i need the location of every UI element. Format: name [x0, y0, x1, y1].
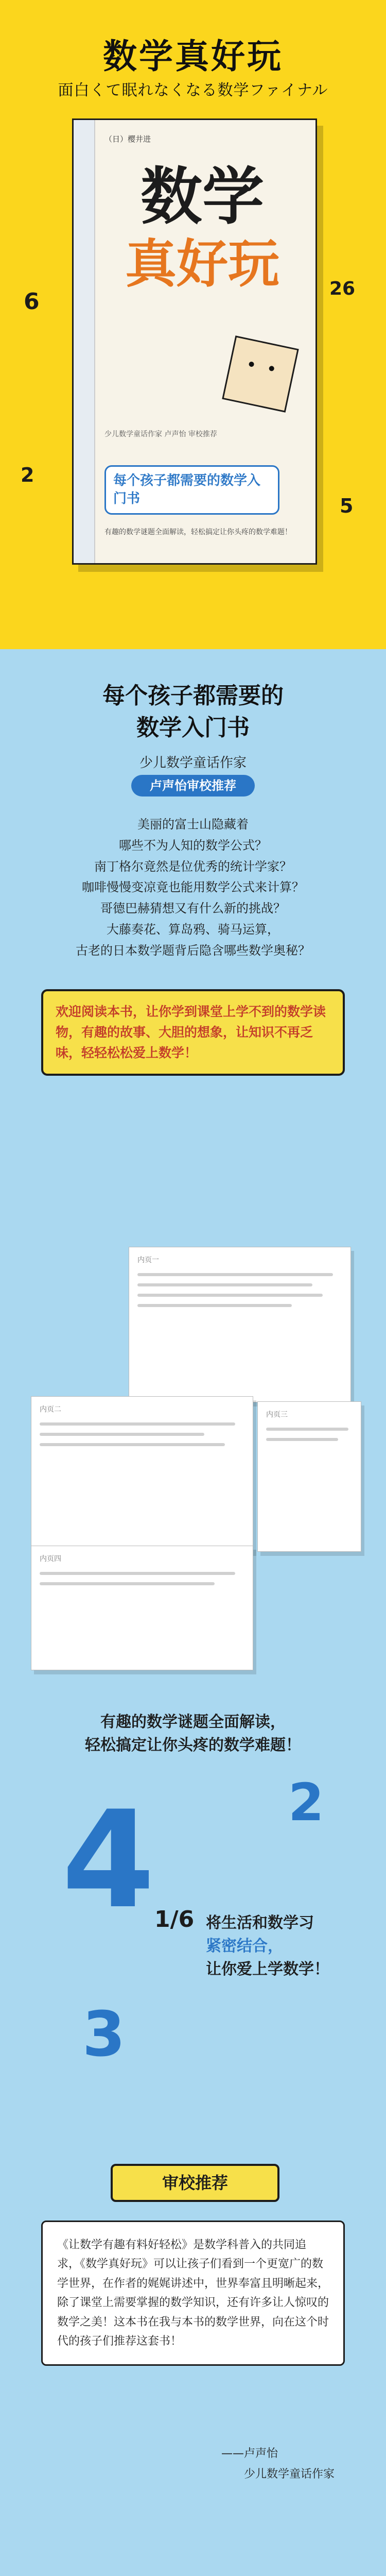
puzzle-slogan — [206, 1911, 371, 1981]
sample-page-label: 内页四 — [40, 1555, 61, 1563]
deco-number: 2 — [21, 464, 34, 486]
recommend-signature-title: 少儿数学童话作家 — [243, 2468, 335, 2481]
eye-icon — [249, 361, 255, 367]
book-badge: 每个孩子都需要的数学入门书 — [104, 465, 279, 515]
hero-title: 数学真好玩 — [103, 37, 283, 76]
intro-author-line: 少儿数学童话作家 — [139, 755, 247, 771]
hero-subtitle: 面白くて眠れなくなる数学ファイナル — [58, 81, 328, 99]
book-footer-text: 有趣的数学谜题全面解读，轻松搞定让你头疼的数学难题！ — [104, 528, 292, 536]
book-logo-top: 数学 — [141, 161, 264, 233]
text-line — [40, 1433, 204, 1436]
slogan-end: 让你爱上学数学！ — [206, 1960, 329, 1978]
sample-page — [129, 1247, 351, 1402]
big-number: 3 — [82, 1999, 126, 2071]
recommend-quote: 《让数学有趣有料好轻松》是数学科普入的共同追求，《数学真好玩》可以让孩子们看到一个更宽广的数学世界，在作者的娓娓讲述中，世界奉富且明晰起来，除了课堂上需要掌握的数学知识，还有许多让人惊叹的数学之美！这本书在我与本书的数学世界，向在这个时代的孩子们推荐这套书！ — [41, 2221, 345, 2366]
recommend-header: 审校推荐 — [111, 2164, 279, 2202]
sample-page — [31, 1546, 253, 1670]
question-item: 哥德巴赫猜想又有什么新的挑战？ — [100, 901, 286, 916]
book-author: （日）樱井进 — [104, 134, 151, 144]
recommend-section — [0, 2143, 386, 2576]
text-line — [40, 1582, 215, 1585]
hero-section — [0, 0, 386, 649]
welcome-box: 欢迎阅读本书，让你学到课堂上学不到的数学读物，有趣的故事、大胆的想象，让知识不再乏味，轻轻松松爱上数学！ — [41, 989, 345, 1076]
book-spine — [74, 120, 95, 563]
sample-page — [257, 1401, 361, 1552]
question-item: 美丽的富士山隐藏着 — [137, 817, 249, 832]
recommend-signature: ——卢声怡 — [221, 2447, 278, 2460]
text-line — [40, 1443, 225, 1446]
book-cover — [72, 118, 317, 565]
text-line — [137, 1273, 333, 1276]
text-line — [40, 1422, 235, 1426]
text-line — [137, 1304, 292, 1307]
book-series-note: 少儿数学童话作家 卢声怡 审校推荐 — [104, 430, 217, 438]
big-number: 4 — [62, 1783, 155, 1938]
big-number: 2 — [288, 1772, 324, 1833]
question-item: 大藤奏花、算岛鸦、骑马运算， — [107, 922, 279, 937]
fraction-number: 1/6 — [154, 1906, 195, 1933]
sample-pages-section — [0, 1226, 386, 1690]
sample-page — [31, 1396, 253, 1552]
text-line — [40, 1572, 235, 1575]
text-line — [137, 1294, 323, 1297]
book-logo-bottom: 真好玩 — [125, 234, 279, 294]
question-list — [21, 814, 365, 961]
slogan-prefix: 将生活和数学习 — [206, 1914, 314, 1932]
cube-character-icon — [222, 335, 299, 412]
slogan-mid: 紧密结合， — [206, 1937, 283, 1955]
puzzle-text — [0, 1710, 386, 1757]
sample-page-label: 内页一 — [137, 1256, 159, 1264]
puzzle-line2: 轻松搞定让你头疼的数学难题！ — [85, 1736, 301, 1754]
text-line — [266, 1438, 338, 1441]
reviewer-tag: 卢声怡审校推荐 — [131, 775, 255, 796]
text-line — [266, 1428, 348, 1431]
intro-heading — [0, 680, 386, 743]
intro-section — [0, 649, 386, 1226]
text-line — [137, 1283, 312, 1286]
question-item: 古老的日本数学题背后隐含哪些数学奥秘？ — [76, 943, 310, 958]
eye-icon — [269, 365, 275, 371]
deco-number: 6 — [24, 289, 40, 315]
intro-heading-line2: 数学入门书 — [136, 714, 250, 741]
puzzle-section — [0, 1690, 386, 2143]
question-item: 哪些不为人知的数学公式？ — [119, 838, 267, 853]
puzzle-line1: 有趣的数学谜题全面解读， — [100, 1713, 286, 1731]
sample-page-label: 内页三 — [266, 1411, 288, 1419]
sample-page-label: 内页二 — [40, 1405, 61, 1414]
deco-number: 26 — [329, 278, 356, 299]
intro-heading-line1: 每个孩子都需要的 — [102, 683, 284, 709]
question-item: 咖啡慢慢变凉竟也能用数学公式来计算？ — [82, 880, 304, 895]
question-item: 南丁格尔竟然是位优秀的统计学家？ — [94, 859, 292, 874]
deco-number: 5 — [340, 495, 354, 517]
